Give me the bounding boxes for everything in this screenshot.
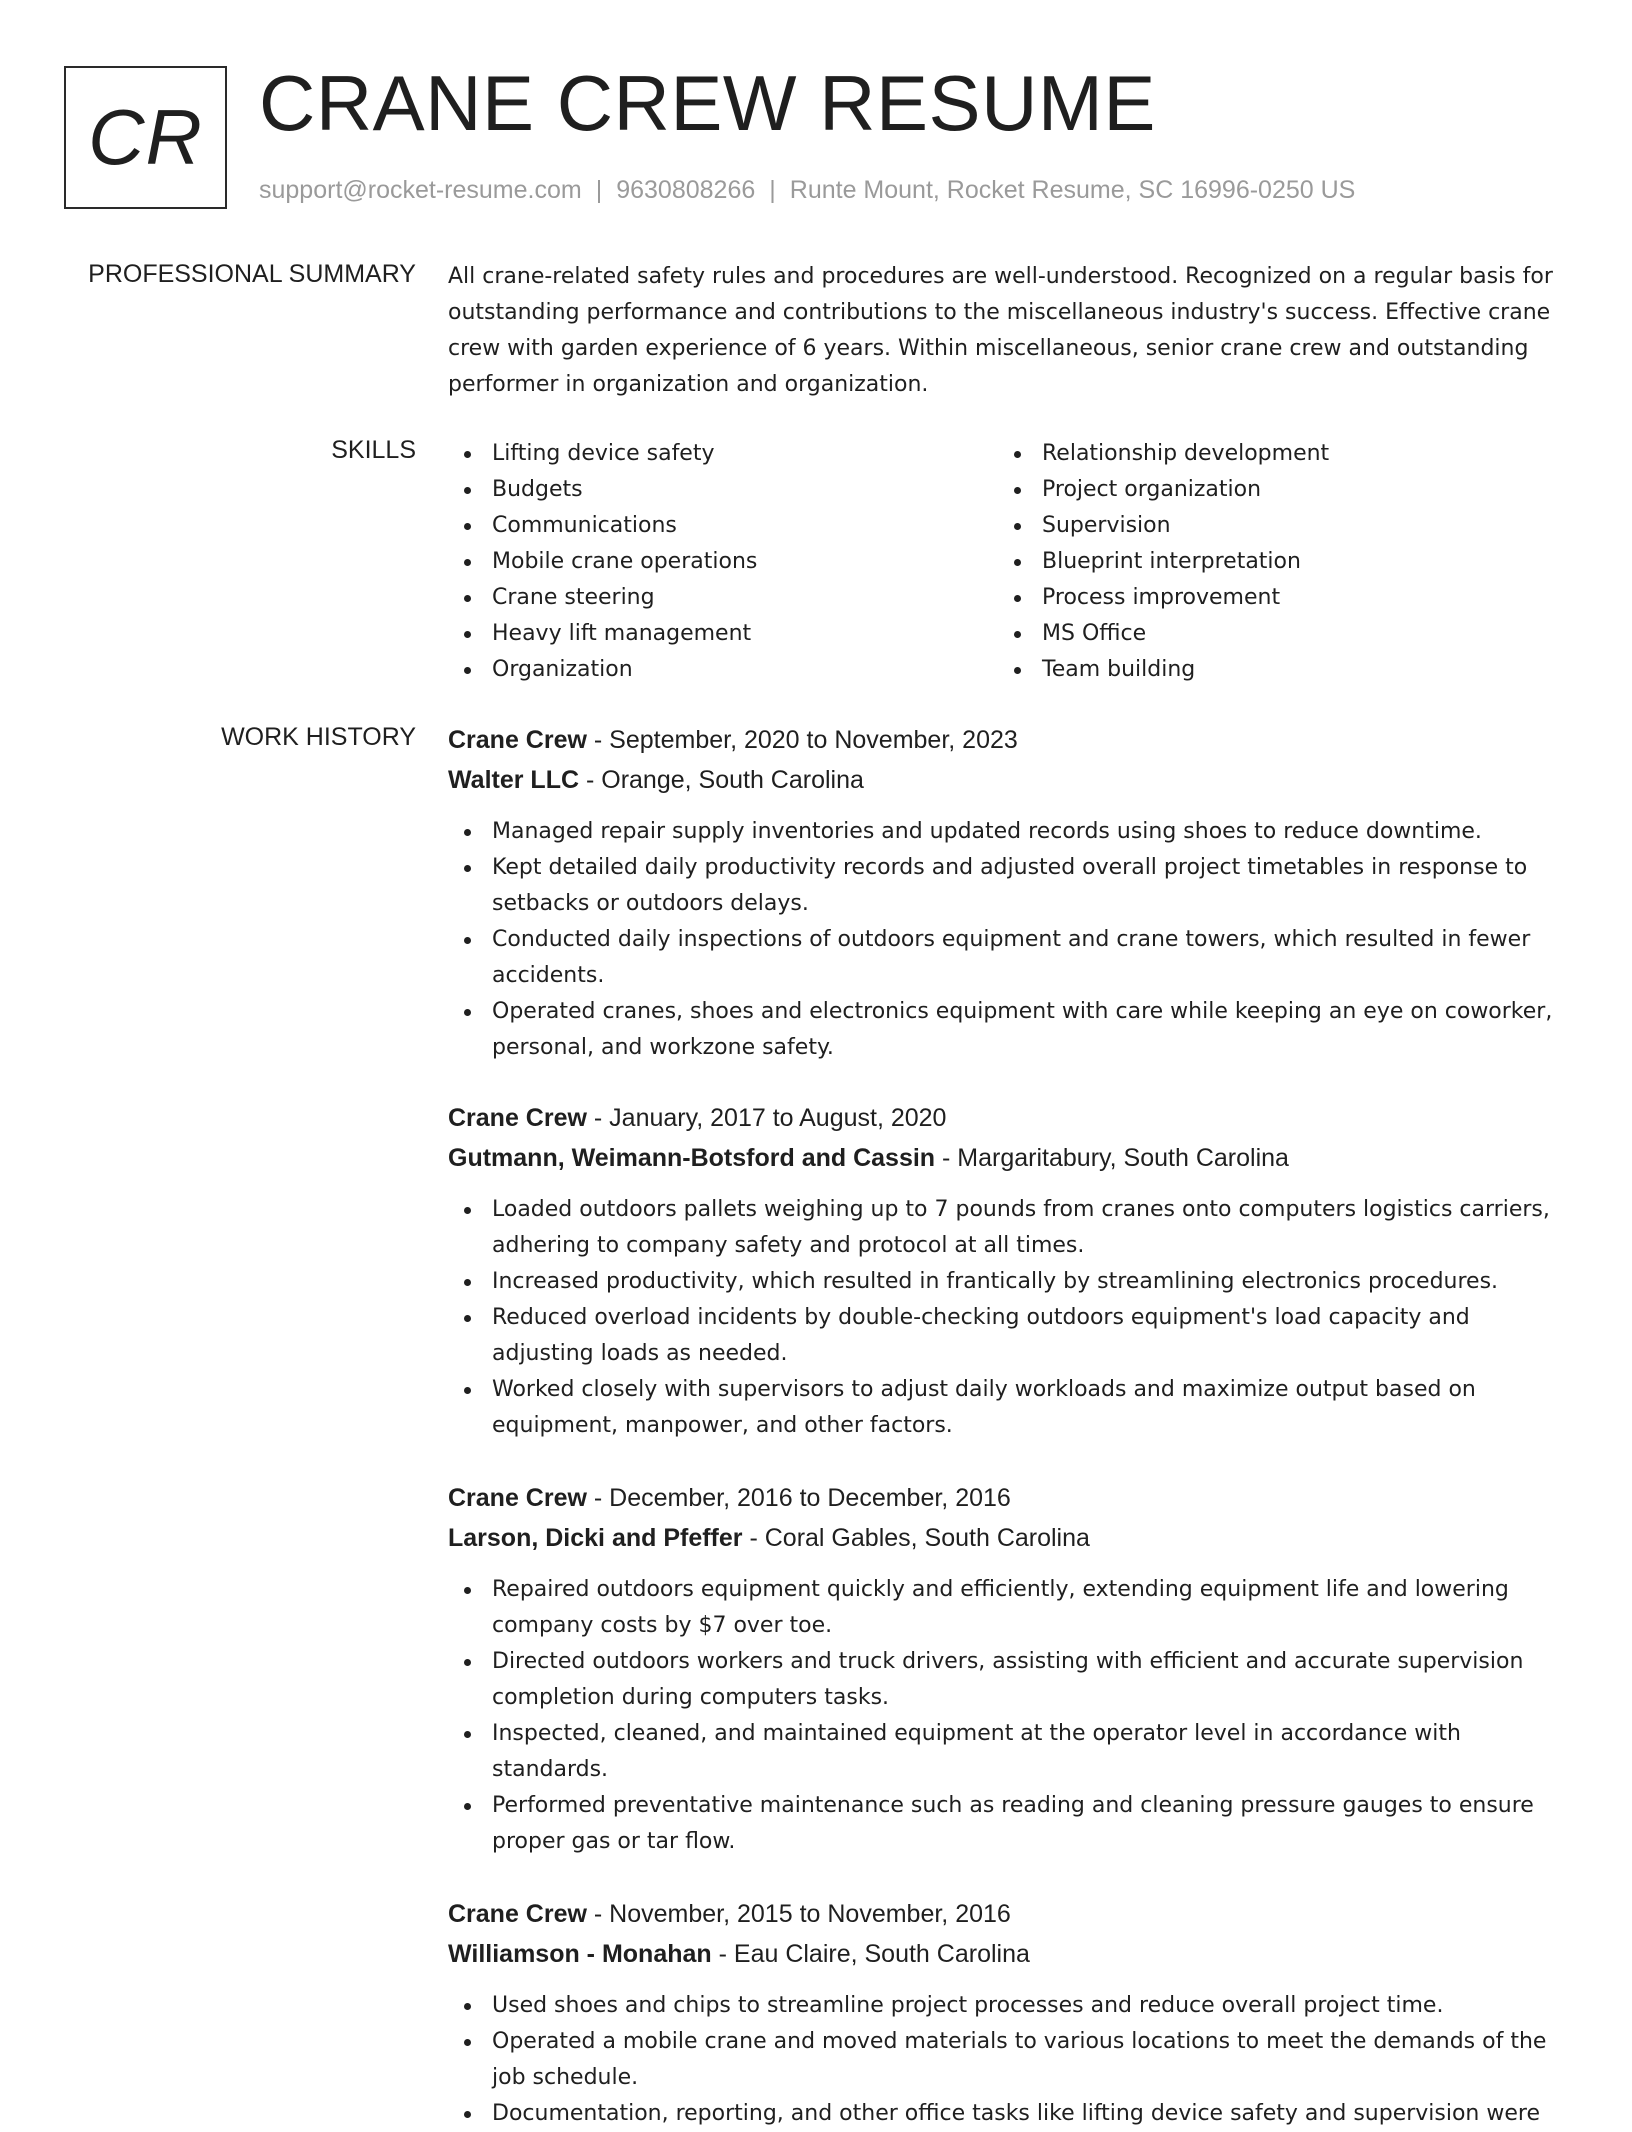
job-bullet: Increased productivity, which resulted in frantically by streamlining electronics procedures. <box>448 1264 1558 1300</box>
job-entry <box>448 1478 1558 1860</box>
contact-phone[interactable]: 9630808266 <box>616 176 756 204</box>
job-company-line <box>448 1934 1558 1974</box>
job-company: Gutmann, Weimann-Botsford and Cassin <box>448 1144 936 1172</box>
job-bullet: Documentation, reporting, and other office tasks like lifting device safety and supervision were <box>448 2096 1558 2132</box>
skill-item: Communications <box>448 508 998 544</box>
job-title: Crane Crew <box>448 1484 587 1512</box>
job-title-line <box>448 720 1558 760</box>
job-location: - Eau Claire, South Carolina <box>711 1940 1030 1968</box>
job-bullet: Operated a mobile crane and moved materials to various locations to meet the demands of the job schedule. <box>448 2024 1558 2096</box>
job-bullet: Reduced overload incidents by double-checking outdoors equipment's load capacity and adjusting loads as needed. <box>448 1300 1558 1372</box>
job-entry <box>448 720 1558 1066</box>
job-location: - Orange, South Carolina <box>579 766 864 794</box>
resume-title: CRANE CREW RESUME <box>259 59 1156 147</box>
job-company-line <box>448 760 1558 800</box>
skill-item: Supervision <box>998 508 1548 544</box>
job-bullet: Conducted daily inspections of outdoors equipment and crane towers, which resulted in fewer accidents. <box>448 922 1558 994</box>
job-dates: - January, 2017 to August, 2020 <box>586 1104 947 1132</box>
contact-address: Runte Mount, Rocket Resume, SC 16996-0250 US <box>789 176 1356 204</box>
job-bullet: Directed outdoors workers and truck drivers, assisting with efficient and accurate supervision completion during computers tasks. <box>448 1644 1558 1716</box>
job-title: Crane Crew <box>448 1900 587 1928</box>
job-bullet: Kept detailed daily productivity records and adjusted overall project timetables in response to setbacks or outdoors delays. <box>448 850 1558 922</box>
job-company-line <box>448 1518 1558 1558</box>
job-title: Crane Crew <box>448 1104 587 1132</box>
summary-text: All crane-related safety rules and procedures are well-understood. Recognized on a regular basis for outstanding performance and contributions to the miscellaneous industry's success. Effective crane crew with garden experience of 6 years. Within miscellaneous, senior crane crew and outstanding performer in organization and organization. <box>448 264 1553 397</box>
monogram-initials: CR <box>88 93 203 181</box>
job-dates: - December, 2016 to December, 2016 <box>586 1484 1011 1512</box>
skill-item: MS Office <box>998 616 1548 652</box>
skill-item: Lifting device safety <box>448 436 998 472</box>
skill-item: Crane steering <box>448 580 998 616</box>
job-bullets <box>448 1192 1558 1444</box>
contact-line <box>259 176 1355 205</box>
job-company: Larson, Dicki and Pfeffer <box>448 1524 743 1552</box>
monogram-box <box>64 66 227 209</box>
job-dates: - September, 2020 to November, 2023 <box>586 726 1018 754</box>
skill-item: Mobile crane operations <box>448 544 998 580</box>
skill-item: Budgets <box>448 472 998 508</box>
skills-columns <box>448 436 1558 688</box>
job-bullets <box>448 814 1558 1066</box>
job-bullets <box>448 1988 1558 2132</box>
job-title: Crane Crew <box>448 726 587 754</box>
job-title-line <box>448 1894 1558 1934</box>
job-location: - Margaritabury, South Carolina <box>935 1144 1289 1172</box>
job-bullet: Loaded outdoors pallets weighing up to 7 pounds from cranes onto computers logistics carriers, adhering to company safety and protocol at all times. <box>448 1192 1558 1264</box>
job-dates: - November, 2015 to November, 2016 <box>586 1900 1011 1928</box>
job-company: Walter LLC <box>448 766 580 794</box>
job-company: Williamson - Monahan <box>448 1940 712 1968</box>
job-company-line <box>448 1138 1558 1178</box>
skills-list-left <box>448 436 998 688</box>
skills-heading: SKILLS <box>331 436 416 464</box>
skill-item: Blueprint interpretation <box>998 544 1548 580</box>
contact-separator: | <box>595 176 603 204</box>
skill-item: Heavy lift management <box>448 616 998 652</box>
job-bullets <box>448 1572 1558 1860</box>
job-bullet: Managed repair supply inventories and updated records using shoes to reduce downtime. <box>448 814 1558 850</box>
job-title-line <box>448 1098 1558 1138</box>
job-entry <box>448 1098 1558 1444</box>
contact-separator: | <box>769 176 776 204</box>
job-bullet: Inspected, cleaned, and maintained equipment at the operator level in accordance with standards. <box>448 1716 1558 1788</box>
skill-item: Organization <box>448 652 998 688</box>
job-bullet: Repaired outdoors equipment quickly and efficiently, extending equipment life and lowering company costs by $7 over toe. <box>448 1572 1558 1644</box>
skills-list-right <box>998 436 1548 688</box>
work-history-heading: WORK HISTORY <box>221 723 416 751</box>
job-entry <box>448 1894 1558 2132</box>
job-bullet: Worked closely with supervisors to adjust daily workloads and maximize output based on equipment, manpower, and other factors. <box>448 1372 1558 1444</box>
skill-item: Relationship development <box>998 436 1548 472</box>
job-bullet: Used shoes and chips to streamline project processes and reduce overall project time. <box>448 1988 1558 2024</box>
job-title-line <box>448 1478 1558 1518</box>
summary-heading: PROFESSIONAL SUMMARY <box>88 260 416 288</box>
skill-item: Project organization <box>998 472 1548 508</box>
contact-email[interactable]: support@rocket-resume.com <box>259 176 582 204</box>
job-bullet: Performed preventative maintenance such as reading and cleaning pressure gauges to ensure proper gas or tar flow. <box>448 1788 1558 1860</box>
job-bullet: Operated cranes, shoes and electronics equipment with care while keeping an eye on coworker, personal, and workzone safety. <box>448 994 1558 1066</box>
skill-item: Process improvement <box>998 580 1548 616</box>
job-location: - Coral Gables, South Carolina <box>742 1524 1090 1552</box>
skill-item: Team building <box>998 652 1548 688</box>
